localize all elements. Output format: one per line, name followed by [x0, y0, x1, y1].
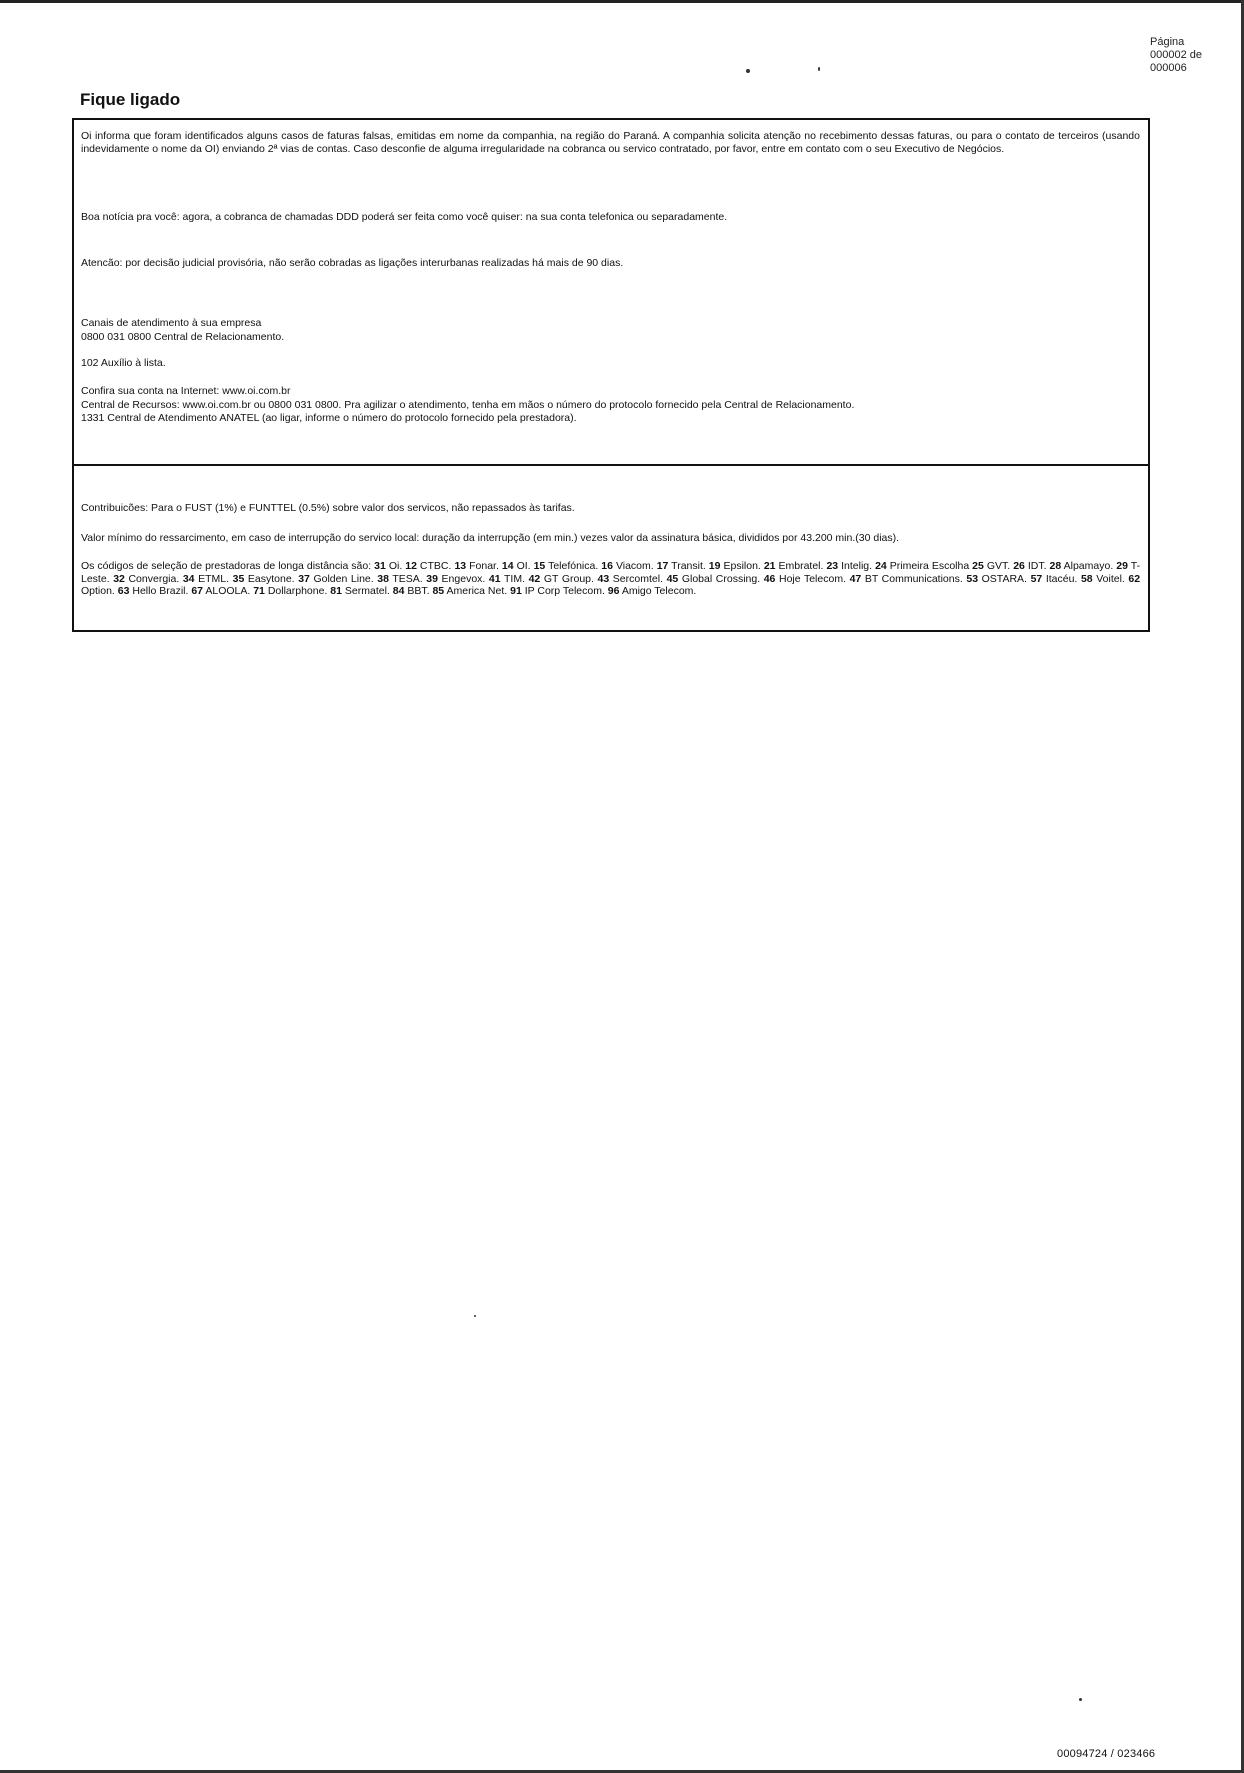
carrier-codes-intro: Os códigos de seleção de prestadoras de longa distância são:	[81, 560, 372, 572]
carrier-code-number: 67	[191, 585, 204, 597]
carrier-code-item	[846, 573, 963, 585]
carrier-code-number: 14	[501, 560, 514, 572]
page-number: 000002	[1150, 49, 1187, 61]
page-total: 000006	[1150, 62, 1187, 74]
carrier-code-item	[1077, 573, 1124, 585]
carrier-code-number: 58	[1080, 572, 1093, 585]
contacts-heading: Canais de atendimento à sua empresa	[81, 317, 262, 329]
carrier-code-number: 26	[1013, 560, 1025, 572]
carrier-code-item	[295, 573, 374, 585]
carrier-code-number: 23	[826, 560, 839, 572]
carrier-code-name: BT Communications.	[861, 572, 963, 585]
carrier-code-number: 43	[597, 572, 610, 585]
carrier-code-name: Embratel.	[775, 560, 824, 572]
carrier-code-item	[663, 573, 760, 585]
carrier-code-number: 41	[488, 572, 501, 585]
page-label: Página	[1150, 36, 1185, 48]
carrier-code-item	[706, 560, 761, 572]
carrier-code-item	[823, 560, 872, 572]
carrier-code-item	[485, 573, 525, 585]
carrier-code-name: Engevox.	[437, 572, 486, 585]
carrier-code-item	[963, 573, 1027, 585]
contact-anatel: 1331 Central de Atendimento ANATEL (ao ligar, informe o número do protocolo fornecido pela prestadora).	[81, 412, 577, 424]
carrier-code-item	[1027, 573, 1077, 585]
contact-auxilio: 102 Auxílio à lista.	[81, 357, 166, 369]
page-number-row	[1150, 49, 1202, 62]
carrier-code-item	[110, 573, 180, 585]
carrier-code-name: Oi.	[385, 560, 403, 572]
carrier-code-name: Hoje Telecom.	[775, 572, 846, 585]
carrier-code-name: Alpamayo.	[1061, 560, 1114, 572]
section-divider	[74, 464, 1148, 466]
carrier-code-name: Sermatel.	[341, 585, 390, 597]
carrier-code-item	[760, 573, 846, 585]
ddd-billing-text: Boa notícia pra você: agora, a cobranca de chamadas DDD poderá ser feita como você quiser: na sua conta telefonica ou separadamente.	[81, 211, 728, 223]
carrier-code-item	[374, 573, 423, 585]
carrier-code-name: Dollarphone.	[264, 585, 328, 597]
carrier-code-item	[969, 560, 1010, 572]
carrier-code-item	[115, 585, 189, 597]
contribuicoes-text: Contribuicões: Para o FUST (1%) e FUNTTEL (0.5%) sobre valor dos servicos, não repassados às tarifas.	[81, 502, 575, 514]
carrier-code-name: Global Crossing.	[678, 572, 761, 585]
carrier-code-number: 15	[533, 560, 546, 572]
carrier-code-item	[188, 585, 250, 597]
carrier-code-item	[1010, 560, 1046, 572]
carrier-code-item	[872, 560, 969, 572]
carrier-code-number: 25	[972, 560, 984, 572]
carrier-code-name: Hello Brazil.	[129, 585, 189, 597]
carrier-code-item	[390, 585, 430, 597]
carrier-code-name: Sercomtel.	[609, 572, 663, 585]
carrier-code-item	[761, 560, 824, 572]
carrier-code-item	[423, 573, 486, 585]
carrier-code-item	[179, 573, 229, 585]
carrier-code-item	[430, 585, 508, 597]
carrier-code-number: 13	[454, 560, 467, 572]
carrier-code-name: Primeira Escolha	[886, 560, 970, 572]
carrier-code-name: ETML.	[194, 572, 230, 585]
carrier-code-name: Easytone.	[244, 572, 295, 585]
contact-recursos: Central de Recursos: www.oi.com.br ou 0800 031 0800. Pra agilizar o atendimento, tenha em mãos o número do protocolo fornecido pela Central de Relacionamento.	[81, 399, 855, 411]
section-title: Fique ligado	[80, 90, 181, 109]
carrier-code-number: 85	[432, 585, 445, 597]
carrier-code-number: 35	[232, 572, 245, 585]
page-of: de	[1189, 49, 1203, 61]
carrier-code-item	[499, 560, 531, 572]
carrier-code-number: 42	[528, 572, 541, 585]
carrier-code-number: 28	[1049, 560, 1062, 572]
contact-central: 0800 031 0800 Central de Relacionamento.	[81, 331, 285, 343]
carrier-code-item	[250, 585, 327, 597]
carrier-code-number: 45	[666, 572, 679, 585]
page-indicator	[1150, 36, 1202, 75]
carrier-code-number: 29	[1116, 560, 1128, 572]
carrier-code-name: Intelig.	[838, 560, 873, 572]
carrier-code-number: 71	[253, 585, 265, 597]
judicial-decision-text: Atencão: por decisão judicial provisória, não serão cobradas as ligações interurbanas realizadas há mais de 90 dias.	[81, 257, 624, 269]
carrier-code-number: 24	[875, 560, 887, 572]
carrier-code-number: 47	[849, 572, 862, 585]
carrier-code-number: 31	[374, 560, 386, 572]
document-code: 00094724 / 023466	[1057, 1748, 1156, 1760]
carrier-code-item	[507, 585, 605, 597]
carrier-code-name: Itacéu.	[1042, 572, 1078, 585]
carrier-code-name: OSTARA.	[978, 572, 1027, 585]
carrier-code-number: 12	[405, 560, 417, 572]
carrier-code-number: 96	[607, 585, 620, 597]
carrier-code-number: 62	[1128, 572, 1141, 585]
carrier-code-name: GVT.	[983, 560, 1011, 572]
carrier-code-number: 46	[763, 572, 776, 585]
carrier-code-item	[525, 573, 594, 585]
carrier-code-number: 38	[377, 572, 389, 585]
carrier-code-number: 63	[117, 585, 130, 597]
carrier-code-name: Option.	[81, 585, 115, 597]
carrier-code-item	[451, 560, 498, 572]
scan-speck	[818, 67, 820, 71]
carrier-code-name: OI.	[513, 560, 531, 572]
carrier-code-number: 57	[1030, 572, 1043, 585]
carrier-code-item	[402, 560, 451, 572]
carrier-code-number: 21	[763, 560, 776, 572]
carrier-code-name: ALOOLA.	[203, 585, 251, 597]
carrier-code-name: IDT.	[1024, 560, 1047, 572]
notice-box	[72, 118, 1150, 632]
scan-speck	[474, 1315, 476, 1317]
carrier-code-name: TIM.	[500, 572, 525, 585]
ressarcimento-text: Valor mínimo do ressarcimento, em caso de interrupção do servico local: duração da interrupção (em min.) vezes valor da assinatura básica, divididos por 43.200 min.(30 dias).	[81, 532, 900, 544]
scan-speck	[746, 69, 750, 73]
carrier-code-number: 17	[656, 560, 669, 572]
carrier-code-name: Amigo Telecom.	[619, 585, 697, 597]
carrier-code-name: Fonar.	[466, 560, 499, 572]
carrier-code-number: 91	[510, 585, 522, 597]
carrier-code-name: Viacom.	[612, 560, 654, 572]
carrier-code-name: Voitel.	[1092, 572, 1125, 585]
carrier-code-item	[605, 585, 696, 597]
fraud-warning-text: Oi informa que foram identificados alguns casos de faturas falsas, emitidas em nome da companhia, na região do Paraná. A companhia solicita atenção no recebimento dessas faturas, ou para o contato de terceiros (usando indevidamente o nome da OI) enviando 2ª vias de contas. Caso desconfie de alguma irregularidade na cobranca ou servico contratado, por favor, entre em contato com o seu Executivo de Negócios.	[81, 130, 1140, 155]
carrier-code-item	[1047, 560, 1114, 572]
carrier-codes-text	[81, 560, 1140, 598]
carrier-code-number: 53	[966, 572, 979, 585]
carrier-code-item	[229, 573, 295, 585]
carrier-code-number: 39	[426, 572, 438, 585]
carrier-code-item	[327, 585, 389, 597]
carrier-code-item	[371, 560, 402, 572]
scan-edge-top	[0, 0, 1244, 3]
carrier-code-item	[531, 560, 599, 572]
carrier-code-number: 81	[330, 585, 342, 597]
contact-internet: Confira sua conta na Internet: www.oi.com.br	[81, 385, 291, 397]
carrier-code-number: 19	[708, 560, 721, 572]
carrier-code-number: 32	[113, 572, 125, 585]
carrier-code-number: 84	[392, 585, 405, 597]
carrier-code-name: Transit.	[668, 560, 706, 572]
carrier-code-name: Epsilon.	[720, 560, 761, 572]
carrier-code-name: Convergia.	[124, 572, 180, 585]
carrier-code-name: TESA.	[388, 572, 423, 585]
carrier-code-name: GT Group.	[540, 572, 594, 585]
carrier-code-name: America Net.	[444, 585, 508, 597]
carrier-code-item	[654, 560, 706, 572]
carrier-code-number: 37	[298, 572, 310, 585]
carrier-code-name: BBT.	[404, 585, 430, 597]
carrier-code-name: IP Corp Telecom.	[521, 585, 605, 597]
carrier-code-number: 34	[182, 572, 195, 585]
carrier-code-name: Golden Line.	[309, 572, 374, 585]
carrier-code-item	[594, 573, 663, 585]
carrier-code-name: Telefónica.	[545, 560, 599, 572]
carrier-code-name: T-Leste.	[81, 560, 1141, 585]
carrier-code-name: CTBC.	[416, 560, 452, 572]
scan-speck	[1079, 1698, 1082, 1701]
carrier-code-item	[598, 560, 653, 572]
carrier-code-number: 16	[601, 560, 613, 572]
